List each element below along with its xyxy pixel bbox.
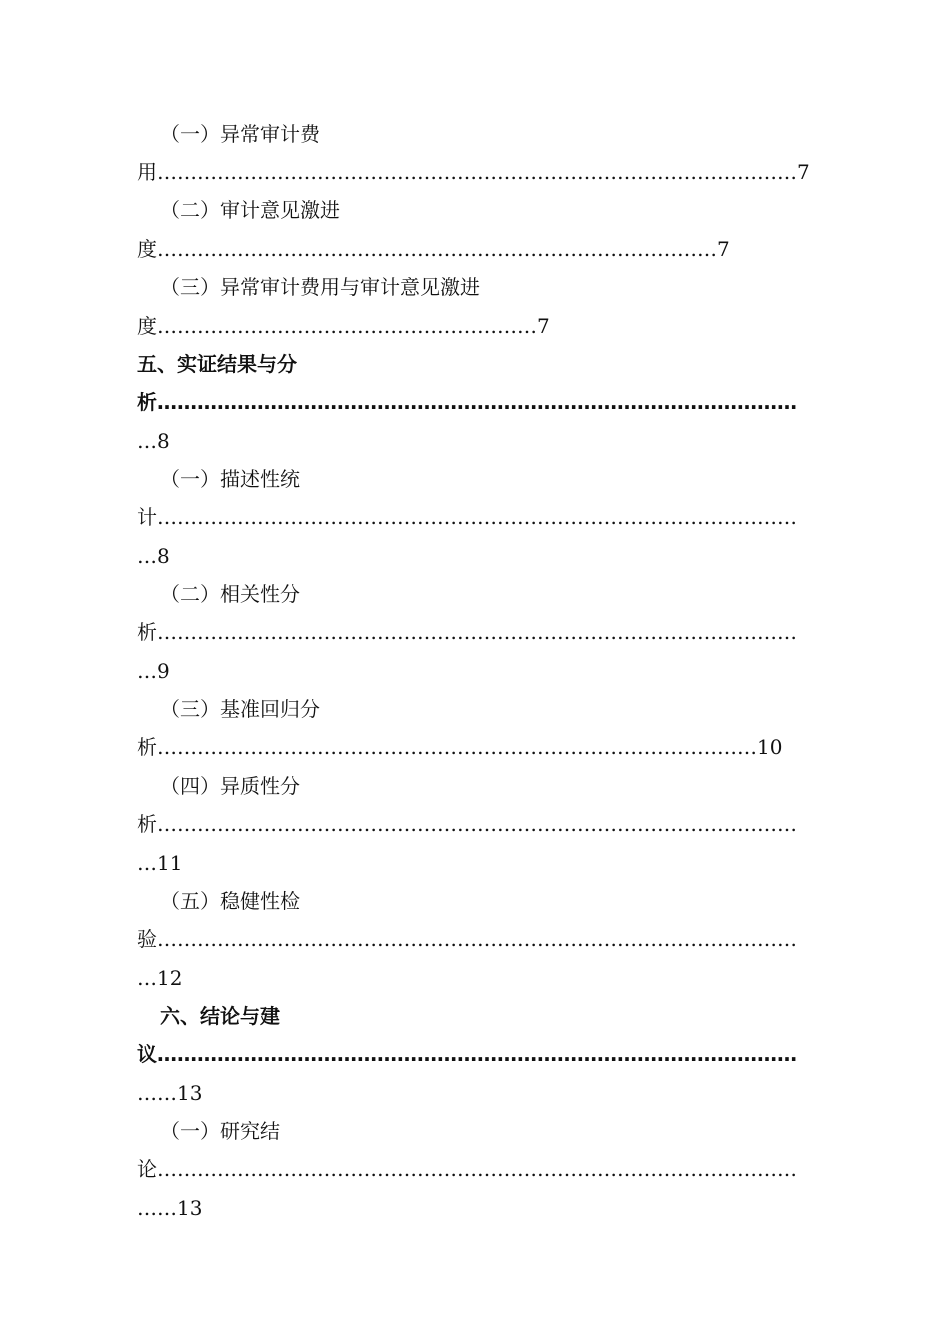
toc-section-title[interactable]: 六、结论与建	[160, 1004, 280, 1028]
toc-entry-title[interactable]: （一）研究结	[160, 1119, 280, 1143]
toc-section-leader[interactable]: 析……………………………………………………………………………………	[137, 390, 797, 414]
toc-entry-leader[interactable]: 度…………………………………………………………………………7	[137, 237, 730, 261]
toc-page-number[interactable]: …9	[137, 659, 170, 683]
toc-section-title[interactable]: 五、实证结果与分	[137, 352, 297, 376]
toc-entry-leader[interactable]: 计……………………………………………………………………………………	[137, 505, 797, 529]
toc-entry-leader[interactable]: 析………………………………………………………………………………10	[137, 735, 783, 759]
toc-entry-leader[interactable]: 验……………………………………………………………………………………	[137, 927, 797, 951]
toc-entry-title[interactable]: （三）异常审计费用与审计意见激进	[160, 275, 480, 299]
toc-entry-title[interactable]: （一）异常审计费	[160, 122, 320, 146]
toc-entry-leader[interactable]: 论……………………………………………………………………………………	[137, 1157, 797, 1181]
toc-page-number[interactable]: …8	[137, 544, 170, 568]
toc-page-number[interactable]: …8	[137, 429, 170, 453]
toc-entry-leader[interactable]: 度…………………………………………………7	[137, 314, 550, 338]
toc-page-number[interactable]: …11	[137, 851, 183, 875]
toc-entry-title[interactable]: （二）审计意见激进	[160, 198, 340, 222]
toc-entry-title[interactable]: （五）稳健性检	[160, 889, 300, 913]
toc-page-number[interactable]: ……13	[137, 1081, 203, 1105]
toc-entry-title[interactable]: （三）基准回归分	[160, 697, 320, 721]
toc-page-number[interactable]: ……13	[137, 1196, 203, 1220]
toc-entry-leader[interactable]: 析……………………………………………………………………………………	[137, 812, 797, 836]
toc-page-number[interactable]: …12	[137, 966, 183, 990]
toc-section-leader[interactable]: 议……………………………………………………………………………………	[137, 1042, 797, 1066]
toc-entry-title[interactable]: （一）描述性统	[160, 467, 300, 491]
toc-entry-leader[interactable]: 析……………………………………………………………………………………	[137, 620, 797, 644]
toc-entry-title[interactable]: （四）异质性分	[160, 774, 300, 798]
toc-entry-leader[interactable]: 用……………………………………………………………………………………7	[137, 160, 810, 184]
toc-entry-title[interactable]: （二）相关性分	[160, 582, 300, 606]
